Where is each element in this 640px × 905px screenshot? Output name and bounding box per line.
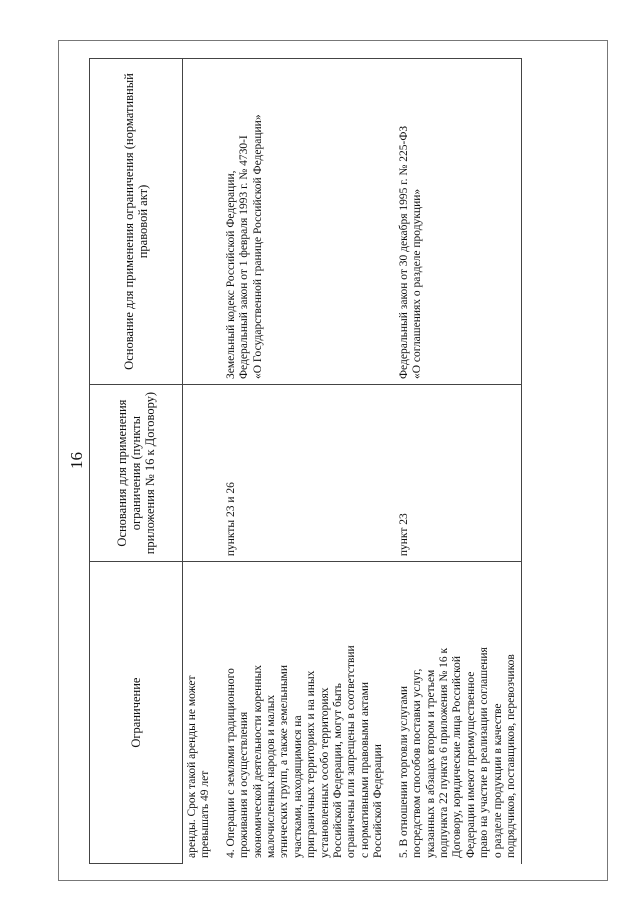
basis-cell <box>216 59 389 385</box>
points-cell <box>216 385 389 562</box>
header-points: Основания для применения ограничения (пункты приложения № 16 к Договору) <box>90 385 183 562</box>
restrictions-table <box>89 58 522 864</box>
restriction-cell <box>216 562 389 864</box>
points-text: пункты 23 и 26 <box>224 482 237 557</box>
points-text: пункт 23 <box>397 513 410 557</box>
page-number: 16 <box>67 452 86 469</box>
points-cell <box>183 385 216 562</box>
table-header-row <box>90 59 183 864</box>
table-row <box>183 59 216 864</box>
document-page <box>58 40 608 881</box>
basis-text: Земельный кодекс Российской Федерации, Федеральный закон от 1 февраля 1993 г. № 4730-I «О Государственной границе Российской Федерации» <box>224 114 264 380</box>
rotated-page-content <box>59 41 607 880</box>
restriction-text: аренды. Срок такой аренды не может превышать 49 лет <box>186 675 212 858</box>
restriction-text: 5. В отношении торговли услугами посредством способов поставки услуг, указанных в абзацах втором и третьем подпункта 22 пункта 6 приложения № 16 к Договору, юридические лица Российской Федерации имеют преимущественное право на участие в реализации соглашения о разделе продукции в качестве подрядчиков, поставщиков, перевозчиков <box>397 647 517 858</box>
basis-cell <box>389 59 522 385</box>
table-row <box>216 59 389 864</box>
basis-cell <box>183 59 216 385</box>
header-restriction: Ограничение <box>90 562 183 864</box>
basis-text: Федеральный закон от 30 декабря 1995 г. № 225-ФЗ «О соглашениях о разделе продукции» <box>397 125 424 380</box>
points-cell <box>389 385 522 562</box>
table-row <box>389 59 522 864</box>
header-basis: Основание для применения ограничения (нормативный правовой акт) <box>90 59 183 385</box>
restriction-text: 4. Операции с землями традиционного проживания и осуществления экономической деятельности коренных малочисленных народов и малых этнических групп, а также земельными участками, находящимися на приграничных территориях и на иных установленных особо территориях Российской Федерации, могут быть ограничены или запрещены в соответствии с нормативными правовыми актами Российской Федерации <box>224 645 385 858</box>
restriction-cell <box>183 562 216 864</box>
restriction-cell <box>389 562 522 864</box>
